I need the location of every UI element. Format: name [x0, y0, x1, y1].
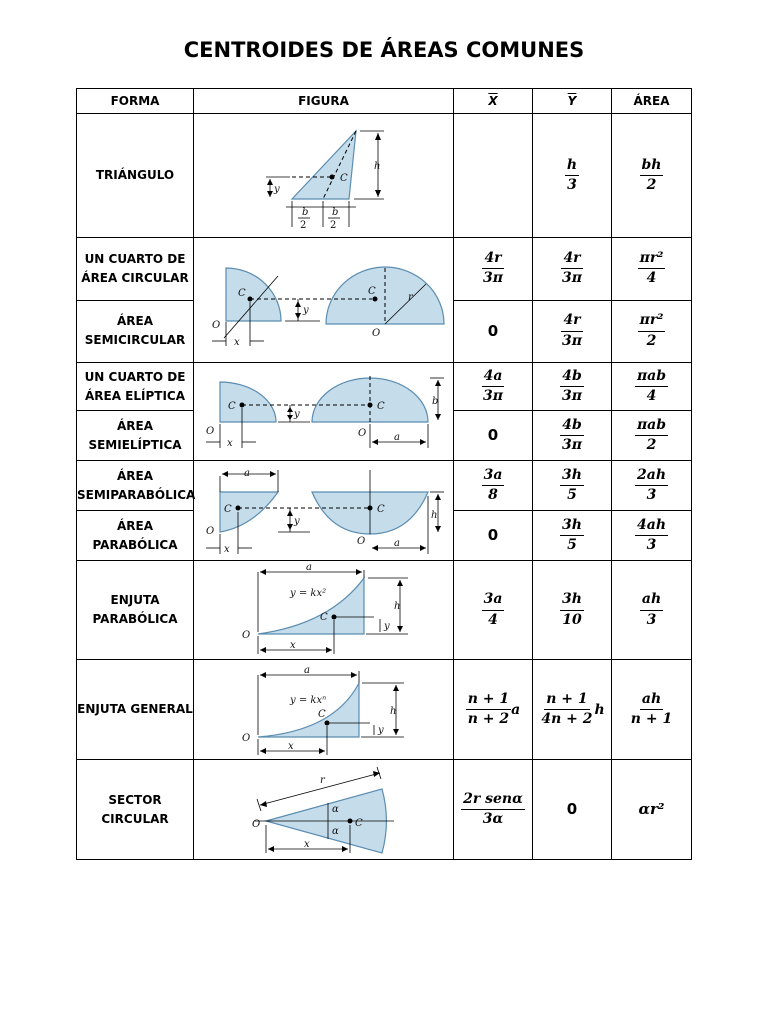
- table-header-row: [77, 89, 692, 114]
- b-half-label: 2: [330, 219, 337, 231]
- shape-name: ÁREA PARABÓLICA: [77, 511, 194, 561]
- curve-equation: y = kx²: [290, 587, 327, 599]
- area-value: $\frac{\text{πr²}}{2}$: [612, 300, 692, 363]
- shape-name: ÁREA SEMIPARABÓLICA: [77, 461, 194, 511]
- table-row: [77, 660, 692, 760]
- y-bar-label: y: [274, 183, 280, 195]
- centroid-label: C: [238, 288, 246, 299]
- y-bar-value: $\frac{4r}{3\pi}$: [533, 238, 612, 301]
- a-label: a: [394, 537, 400, 549]
- y-bar-value: 0: [533, 760, 612, 860]
- table-row: [77, 461, 692, 511]
- x-bar-label: x: [234, 337, 240, 348]
- area-value: αr²: [612, 760, 692, 860]
- h-label: h: [390, 705, 397, 717]
- triangle-diagram: [194, 115, 454, 237]
- y-bar-label: y: [294, 515, 300, 527]
- area-value: $\frac{\text{πab}}{4}$: [612, 363, 692, 411]
- b-label: b: [332, 206, 339, 218]
- area-value: $\frac{4ah}{3}$: [612, 511, 692, 561]
- x-bar-label: x: [227, 437, 233, 449]
- table-row: [77, 114, 692, 238]
- parabolic-spandrel-diagram: [194, 562, 454, 659]
- x-bar-value: $\frac{3a}{8}$: [454, 461, 533, 511]
- area-value: $\frac{ah}{n + 1}$: [612, 660, 692, 760]
- centroid-label: C: [377, 503, 385, 515]
- figure-circular-sector: [194, 760, 454, 860]
- a-label: a: [244, 467, 250, 479]
- shape-name: TRIÁNGULO: [77, 114, 194, 238]
- b-label: b: [302, 206, 309, 218]
- area-value: $\frac{bh}{2}$: [612, 114, 692, 238]
- centroid-label: C: [368, 286, 376, 297]
- centroid-label: C: [318, 708, 326, 720]
- centroid-label: C: [377, 400, 385, 412]
- y-bar-value: $\frac{n + 1}{4n + 2}$ h: [533, 660, 612, 760]
- y-bar-label: y: [378, 724, 384, 736]
- centroid-table: [76, 88, 692, 860]
- x-bar-value: $\frac{3a}{4}$: [454, 561, 533, 660]
- centroid-label: C: [340, 172, 348, 184]
- alpha-label: α: [332, 803, 339, 815]
- y-bar-value: $\frac{4b}{3\pi}$: [533, 411, 612, 461]
- header-y-bar: $\overline{Y}$: [533, 89, 612, 114]
- y-bar-value: $\frac{4b}{3\pi}$: [533, 363, 612, 411]
- x-bar-label: x: [304, 838, 310, 850]
- area-value: $\frac{\text{πab}}{2}$: [612, 411, 692, 461]
- table-row: [77, 561, 692, 660]
- origin-label: O: [242, 732, 251, 744]
- y-bar-label: y: [303, 305, 309, 316]
- x-bar-value: 0: [454, 300, 533, 363]
- elliptic-areas-diagram: [194, 364, 454, 460]
- radius-label: r: [408, 292, 413, 303]
- figure-circular: [194, 238, 454, 363]
- shape-name: UN CUARTO DE ÁREA ELÍPTICA: [77, 363, 194, 411]
- shape-name: ÁREA SEMICIRCULAR: [77, 300, 194, 363]
- alpha-label: α: [332, 825, 339, 837]
- x-bar-value: $\frac{4a}{3\pi}$: [454, 363, 533, 411]
- y-bar-label: y: [294, 408, 300, 420]
- centroid-label: C: [355, 817, 363, 829]
- table-row: [77, 760, 692, 860]
- x-bar-value: $\frac{n + 1}{n + 2}$ a: [454, 660, 533, 760]
- x-bar-value: 0: [454, 411, 533, 461]
- x-bar-value: $\frac{\text{2r senα}}{3\alpha}$: [454, 760, 533, 860]
- origin-label: O: [358, 427, 367, 439]
- header-forma: FORMA: [77, 89, 194, 114]
- figure-parabolic-spandrel: [194, 561, 454, 660]
- x-bar-label: x: [290, 639, 296, 651]
- area-value: $\frac{2ah}{3}$: [612, 461, 692, 511]
- origin-label: O: [206, 525, 215, 537]
- origin-label: O: [357, 535, 366, 547]
- centroid-label: C: [228, 400, 236, 412]
- parabolic-areas-diagram: [194, 462, 454, 560]
- radius-label: r: [320, 774, 325, 786]
- a-label: a: [306, 561, 312, 573]
- b-label: b: [432, 395, 439, 407]
- shape-name: ENJUTA PARABÓLICA: [77, 561, 194, 660]
- y-bar-value: $\frac{3h}{5}$: [533, 511, 612, 561]
- x-bar-value: [454, 114, 533, 238]
- y-bar-label: y: [384, 620, 390, 632]
- origin-label: O: [212, 320, 221, 331]
- table-row: [77, 363, 692, 411]
- shape-name: ENJUTA GENERAL: [77, 660, 194, 760]
- general-spandrel-diagram: [194, 661, 454, 759]
- curve-equation: y = kxⁿ: [290, 694, 327, 706]
- shape-name: UN CUARTO DE ÁREA CIRCULAR: [77, 238, 194, 301]
- shape-name: ÁREA SEMIELÍPTICA: [77, 411, 194, 461]
- y-bar-value: $\frac{h}{3}$: [533, 114, 612, 238]
- shape-name: SECTOR CIRCULAR: [77, 760, 194, 860]
- x-bar-label: x: [224, 543, 230, 555]
- y-bar-value: $\frac{4r}{3\pi}$: [533, 300, 612, 363]
- height-label: h: [374, 160, 381, 172]
- h-label: h: [431, 509, 438, 521]
- x-bar-value: $\frac{4r}{3\pi}$: [454, 238, 533, 301]
- h-label: h: [394, 600, 401, 612]
- origin-label: O: [252, 818, 261, 830]
- centroid-label: C: [320, 611, 328, 623]
- figure-elliptic: [194, 363, 454, 461]
- origin-label: O: [206, 425, 215, 437]
- origin-label: O: [242, 629, 251, 641]
- origin-label: O: [372, 328, 381, 339]
- circular-sector-diagram: [194, 761, 454, 859]
- area-value: $\frac{ah}{3}$: [612, 561, 692, 660]
- figure-parabolic: [194, 461, 454, 561]
- header-x-bar: $\overline{X}$: [454, 89, 533, 114]
- figure-triangle: [194, 114, 454, 238]
- a-label: a: [304, 664, 310, 676]
- x-bar-value: 0: [454, 511, 533, 561]
- header-figura: FIGURA: [194, 89, 454, 114]
- circular-areas-diagram: [194, 238, 454, 362]
- b-half-label: 2: [300, 219, 307, 231]
- y-bar-value: $\frac{3h}{10}$: [533, 561, 612, 660]
- page-title: CENTROIDES DE ÁREAS COMUNES: [183, 38, 585, 62]
- x-bar-label: x: [288, 740, 294, 752]
- y-bar-value: $\frac{3h}{5}$: [533, 461, 612, 511]
- table-row: [77, 238, 692, 301]
- centroid-label: C: [224, 503, 232, 515]
- a-label: a: [394, 431, 400, 443]
- area-value: $\frac{\text{πr²}}{4}$: [612, 238, 692, 301]
- header-area: ÁREA: [612, 89, 692, 114]
- figure-general-spandrel: [194, 660, 454, 760]
